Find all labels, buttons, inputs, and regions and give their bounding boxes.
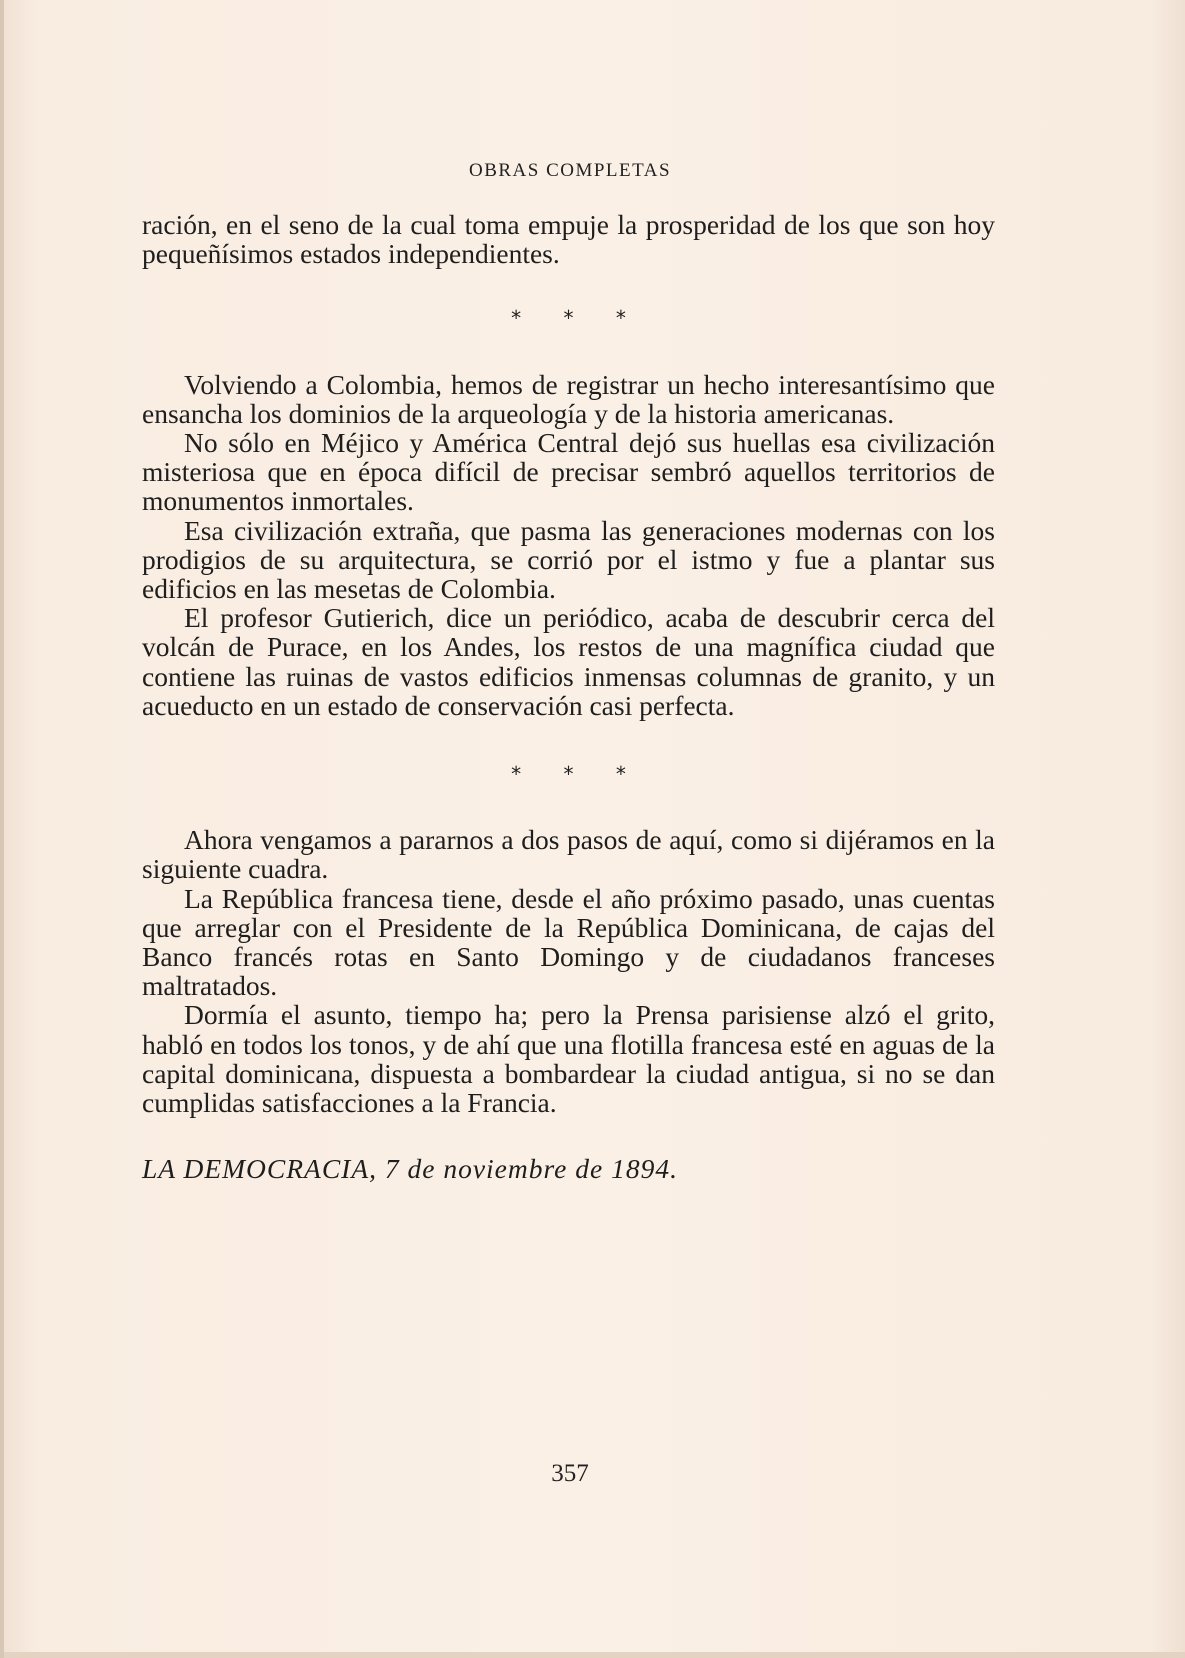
page-number: 357: [551, 1460, 589, 1487]
source-signature: LA DEMOCRACIA, 7 de noviembre de 1894.: [142, 1153, 678, 1185]
paragraph: Volviendo a Colombia, hemos de registrar un hecho interesantísimo que ensancha los dominios de la arqueología y de la historia americanas.: [142, 368, 995, 429]
section-separator: * * *: [511, 306, 644, 331]
running-head: OBRAS COMPLETAS: [468, 160, 672, 181]
paragraph-continuation: ración, en el seno de la cual toma empuje la prosperidad de los que son hoy pequeñísimos estados independientes.: [142, 209, 995, 270]
section-separator: * * *: [511, 762, 644, 787]
paragraph: Ahora vengamos a pararnos a dos pasos de aquí, como si dijéramos en la siguiente cuadra.: [142, 824, 995, 885]
paragraph: No sólo en Méjico y América Central dejó sus huellas esa civilización misteriosa que en época difícil de precisar sembró aquellos territorios de monumentos inmortales.: [142, 427, 995, 517]
paragraph: El profesor Gutierich, dice un periódico, acaba de descubrir cerca del volcán de Purace, en los Andes, los restos de una magnífica ciudad que contiene las ruinas de vastos edificios inmensas columnas de granito, y un acueducto en un estado de conservación casi perfecta.: [142, 602, 995, 721]
paragraph: Dormía el asunto, tiempo ha; pero la Prensa parisiense alzó el grito, habló en todos los tonos, y de ahí que una flotilla francesa esté en aguas de la capital dominicana, dispuesta a bombardear la ciudad antigua, si no se dan cumplidas satisfacciones a la Francia.: [142, 999, 995, 1119]
paragraph: Esa civilización extraña, que pasma las generaciones modernas con los prodigios de su arquitectura, se corrió por el istmo y fue a plantar sus edificios en las mesetas de Colombia.: [142, 514, 995, 605]
paragraph: La República francesa tiene, desde el año próximo pasado, unas cuentas que arreglar con el Presidente de la República Dominicana, de cajas del Banco francés rotas en Santo Domingo y de ciudadanos franceses maltratados.: [142, 882, 995, 1002]
body-text: [142, 210, 995, 1183]
